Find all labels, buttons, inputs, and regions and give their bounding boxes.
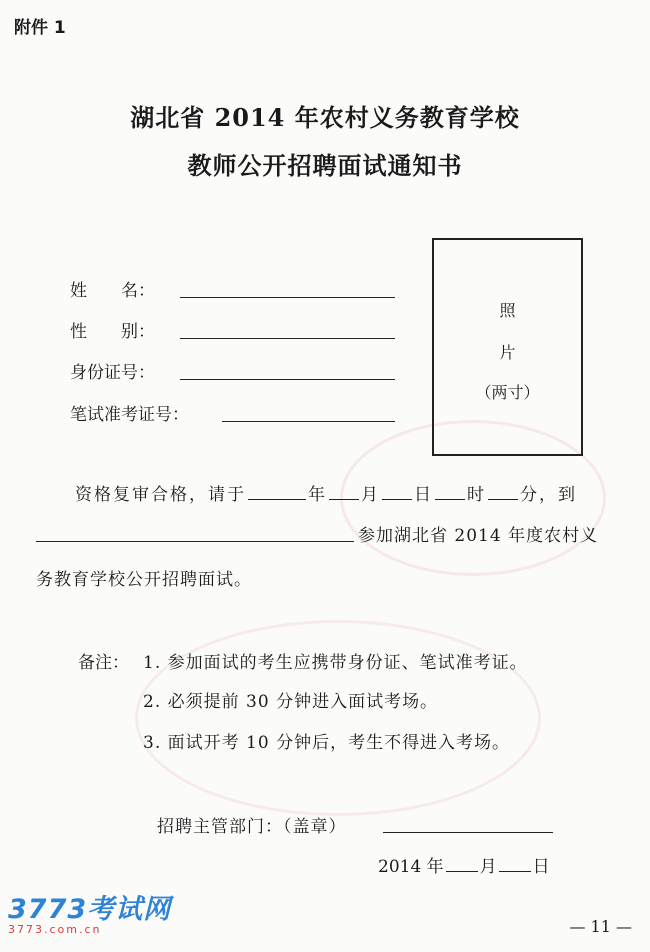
page-number: — 11 — [569,917,632,936]
notice-line3: 务教育学校公开招聘面试。 [36,570,252,590]
date-month: 月 [479,857,497,877]
document-title-line1: 湖北省 2014 年农村义务教育学校 [130,103,520,132]
watermark-brand: 3773考试网 [8,894,172,925]
hour-blank[interactable] [435,485,465,500]
day-text: 日 [414,485,433,505]
minute-blank[interactable] [488,485,518,500]
attachment-label: 附件 1 [14,18,66,38]
notes-label: 备注： [78,653,129,673]
year-text: 年 [308,485,327,505]
venue-blank[interactable] [36,541,354,542]
year-blank[interactable] [248,485,306,500]
exam-ticket-field[interactable] [222,421,395,422]
dept-seal-field[interactable] [383,832,553,833]
date-year: 2014 年 [378,857,444,877]
hour-text: 时 [467,485,486,505]
notice-intro: 资格复审合格，请于 [75,485,246,505]
date-month-blank[interactable] [446,857,478,872]
notice-line1 [75,480,577,505]
gender-field[interactable] [180,338,395,339]
photo-label-1: 照 [499,301,516,320]
note-item: 1. 参加面试的考生应携带身份证、笔试准考证。 [143,653,528,673]
note-item: 2. 必须提前 30 分钟进入面试考场。 [143,692,439,712]
day-blank[interactable] [382,485,412,500]
watermark-url: 3773.com.cn [8,923,102,936]
id-number-label: 身份证号： [70,363,155,383]
month-text: 月 [361,485,380,505]
gender-label: 性 别： [70,322,155,342]
photo-box [432,238,583,456]
date-day-blank[interactable] [499,857,531,872]
id-number-field[interactable] [180,379,395,380]
notice-line2: 参加湖北省 2014 年度农村义 [358,526,599,546]
date-day: 日 [532,857,550,877]
photo-label-2: 片 [499,343,516,362]
minute-text: 分，到 [520,485,577,505]
document-title-line2: 教师公开招聘面试通知书 [187,151,463,180]
note-item: 3. 面试开考 10 分钟后，考生不得进入考场。 [143,733,511,753]
dept-label: 招聘主管部门：（盖章） [157,817,347,837]
name-label: 姓 名： [70,281,155,301]
month-blank[interactable] [329,485,359,500]
photo-size-label: （两寸） [475,383,540,402]
date-line [378,852,550,877]
exam-ticket-label: 笔试准考证号： [70,405,189,425]
site-watermark [8,887,171,936]
name-field[interactable] [180,297,395,298]
